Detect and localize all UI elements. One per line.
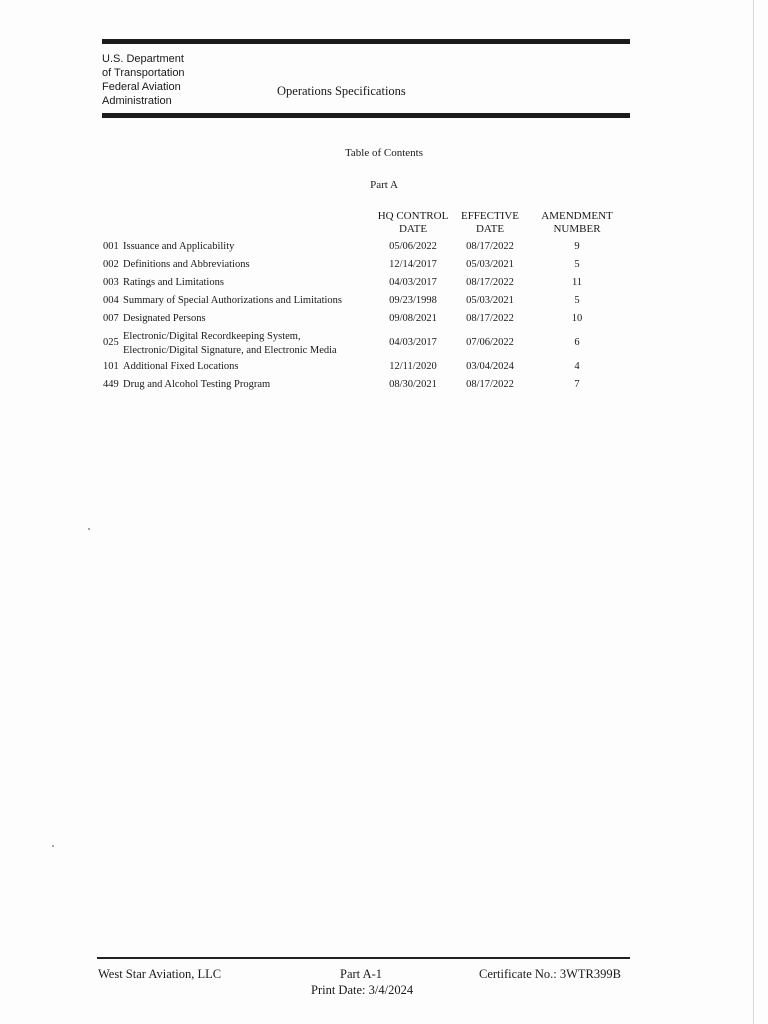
agency-line: Federal Aviation [102, 81, 181, 93]
row-effective-date: 05/03/2021 [466, 259, 514, 270]
row-title: Definitions and Abbreviations [123, 259, 250, 270]
col-head-effective [450, 210, 530, 236]
row-title: Designated Persons [123, 313, 206, 324]
row-title: Ratings and Limitations [123, 277, 224, 288]
col-head-line: HQ CONTROL [377, 210, 449, 222]
row-hq-date: 05/06/2022 [389, 241, 437, 252]
row-hq-date: 12/14/2017 [389, 259, 437, 270]
row-amendment: 5 [574, 295, 580, 306]
row-amendment: 5 [574, 259, 580, 270]
row-number: 101 [103, 361, 119, 372]
row-effective-date: 08/17/2022 [466, 241, 514, 252]
footer-rule [97, 957, 630, 959]
row-effective-date: 05/03/2021 [466, 295, 514, 306]
footer-print-date: Print Date: 3/4/2024 [311, 983, 414, 997]
agency-line: of Transportation [102, 67, 185, 79]
row-effective-date: 08/17/2022 [466, 277, 514, 288]
row-hq-date: 04/03/2017 [389, 337, 437, 348]
row-amendment: 4 [574, 361, 580, 372]
row-amendment: 6 [574, 337, 580, 348]
col-head-line: AMENDMENT [541, 210, 613, 222]
agency-block [102, 52, 185, 108]
scan-speck [52, 845, 54, 847]
col-head-amendment [530, 210, 624, 236]
col-head-line: DATE [475, 223, 505, 235]
row-amendment: 10 [571, 313, 583, 324]
row-hq-date: 12/11/2020 [389, 361, 437, 372]
row-number: 001 [103, 241, 119, 252]
agency-line: U.S. Department [102, 53, 184, 65]
row-effective-date: 08/17/2022 [466, 379, 514, 390]
footer-company: West Star Aviation, LLC [98, 967, 222, 981]
header-bottom-rule [102, 113, 630, 118]
row-amendment: 7 [574, 379, 580, 390]
row-title: Issuance and Applicability [123, 241, 235, 252]
col-head-line: EFFECTIVE [460, 210, 520, 222]
agency-line: Administration [102, 95, 172, 107]
footer-certificate: Certificate No.: 3WTR399B [479, 967, 621, 981]
row-title: Additional Fixed Locations [123, 361, 239, 372]
row-hq-date: 08/30/2021 [389, 379, 437, 390]
footer-part: Part A-1 [340, 967, 383, 981]
row-number: 025 [103, 337, 119, 348]
row-number: 007 [103, 313, 119, 324]
col-head-line: DATE [398, 223, 428, 235]
row-number: 002 [103, 259, 119, 270]
row-effective-date: 08/17/2022 [466, 313, 514, 324]
part-label: Part A [370, 179, 398, 191]
toc-heading: Table of Contents [344, 147, 424, 159]
document-title: Operations Specifications [277, 84, 406, 98]
header-top-rule [102, 39, 630, 44]
row-number: 003 [103, 277, 119, 288]
col-head-hq-control [370, 210, 456, 236]
row-effective-date: 07/06/2022 [466, 337, 514, 348]
row-number: 449 [103, 379, 119, 390]
row-title-line: Electronic/Digital Signature, and Electronic Media [123, 345, 337, 356]
row-title-line: Electronic/Digital Recordkeeping System, [123, 331, 301, 342]
row-hq-date: 09/08/2021 [389, 313, 437, 324]
scan-speck [88, 528, 90, 530]
row-amendment: 9 [574, 241, 580, 252]
row-title: Summary of Special Authorizations and Limitations [123, 295, 343, 306]
row-effective-date: 03/04/2024 [466, 361, 514, 372]
row-amendment: 11 [571, 277, 583, 288]
row-hq-date: 09/23/1998 [389, 295, 437, 306]
col-head-line: NUMBER [553, 223, 601, 235]
row-hq-date: 04/03/2017 [389, 277, 437, 288]
row-number: 004 [103, 295, 119, 306]
row-title: Drug and Alcohol Testing Program [123, 379, 271, 390]
